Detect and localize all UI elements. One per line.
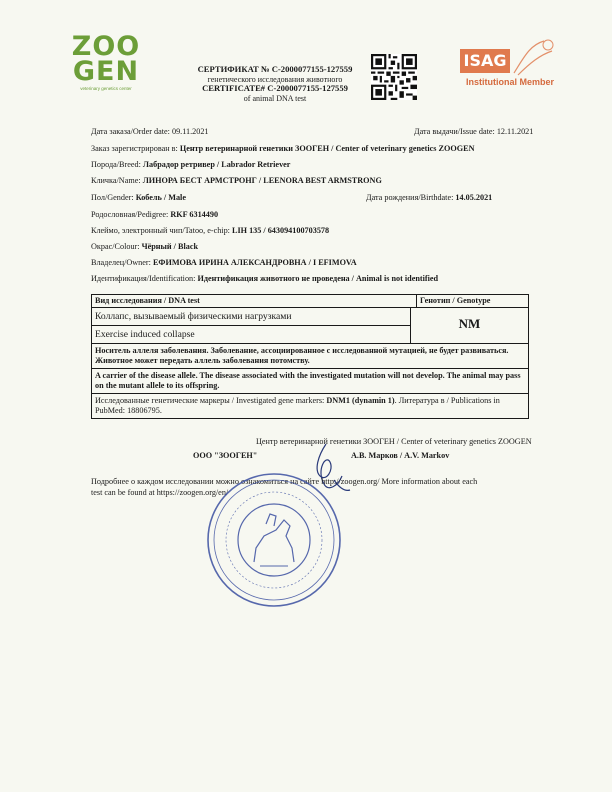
more-info-line-1: Подробнее о каждом исследовании можно ознакомиться на сайте http://zoogen.org/ More information about each [91, 477, 478, 486]
name-label: Кличка/Name: [91, 176, 141, 185]
markers-suffix: . Литература в / Publications in PubMed: 18806795. [95, 396, 500, 415]
test-name-en: Exercise induced collapse [95, 329, 195, 340]
breed-label: Порода/Breed: [91, 160, 141, 169]
col-dna-test-header: Вид исследования / DNA test [92, 295, 417, 307]
colour-row [91, 242, 198, 252]
identification-label: Идентификация/Identification: [91, 274, 196, 283]
cert-number-ru: СЕРТИФИКАТ № C-2000077155-127559 [197, 64, 353, 74]
issue-date-label: Дата выдачи/Issue date: [414, 127, 495, 136]
test-name-ru: Коллапс, вызываемый физическими нагрузками [92, 308, 410, 326]
logo-tagline: veterinary genetics center [80, 86, 132, 91]
result-ru: Носитель аллеля заболевания. Заболевание, ассоциированное с исследованной мутацией, не будет развиваться. Животное может передать аллель заболевания потомству. [95, 346, 509, 365]
owner-row [91, 258, 357, 268]
breed-value: Лабрадор ретривер / Labrador Retriever [142, 160, 291, 169]
owner-label: Владелец/Owner: [91, 258, 151, 267]
registered-row [91, 144, 474, 154]
order-date-row [91, 127, 209, 137]
colour-label: Окрас/Colour: [91, 242, 140, 251]
birthdate-label: Дата рождения/Birthdate: [366, 193, 454, 202]
org-name: ООО "ЗООГЕН" [193, 451, 258, 460]
more-info-line-2: test can be found at https://zoogen.org/en/ [91, 488, 229, 497]
dna-swirl-icon [510, 37, 556, 77]
order-date-label: Дата заказа/Order date: [91, 127, 170, 136]
cert-subtitle-ru: генетического исследования животного [207, 74, 343, 84]
result-en: A carrier of the disease allele. The disease associated with the investigated mutation will not develop. The animal may pass on the mutant allele to its offspring. [95, 371, 521, 390]
birthdate-row [366, 193, 492, 203]
order-date-value: 09.11.2021 [171, 127, 209, 136]
owner-value: ЕФИМОВА ИРИНА АЛЕКСАНДРОВНА / I EFIMOVA [152, 258, 357, 267]
breed-row [91, 160, 290, 170]
result-en-row [92, 369, 528, 394]
logo-word-gen: GEN [72, 56, 140, 87]
name-row [91, 176, 382, 186]
pedigree-value: RKF 6314490 [170, 210, 219, 219]
isag-logo [458, 37, 558, 93]
zoogen-logo [70, 31, 142, 91]
tattoo-row [91, 226, 329, 236]
gender-value: Кобель / Male [135, 193, 186, 202]
gender-label: Пол/Gender: [91, 193, 134, 202]
markers-row [92, 394, 528, 418]
signer-name: А.В. Марков / A.V. Markov [351, 451, 450, 460]
round-stamp-icon [204, 470, 344, 610]
cert-number-en: CERTIFICATE# C-2000077155-127559 [202, 83, 348, 93]
isag-member-label: Institutional Member [466, 77, 555, 87]
tattoo-value: LIH 135 / 643094100703578 [232, 226, 330, 235]
logo-word-zoo: ZOO [71, 31, 141, 62]
registered-label: Заказ зарегистрирован в: [91, 144, 178, 153]
isag-wordmark: ISAG [460, 49, 510, 73]
certificate-heading [182, 65, 368, 103]
name-value: ЛИНОРА БЕСТ АРМСТРОНГ / LEENORA BEST ARMSTRONG [142, 176, 382, 185]
pedigree-row [91, 210, 218, 220]
table-header-row [92, 295, 528, 308]
markers-prefix: Исследованные генетические маркеры / Investigated gene markers: [95, 396, 325, 405]
pedigree-label: Родословная/Pedigree: [91, 210, 169, 219]
results-table [91, 294, 529, 419]
registered-value: Центр ветеринарной генетики ЗООГЕН / Center of veterinary genetics ZOOGEN [179, 144, 475, 153]
col-genotype-header: Генотип / Genotype [420, 296, 491, 305]
markers-value: DNM1 (dynamin 1) [326, 396, 395, 405]
identification-row [91, 274, 438, 284]
identification-value: Идентификация животного не проведена / Animal is not identified [197, 274, 439, 283]
cert-subtitle-en: of animal DNA test [243, 93, 307, 103]
gender-row [91, 193, 186, 203]
issue-date-row [414, 127, 533, 137]
result-ru-row [92, 344, 528, 369]
test-name-cell [92, 308, 411, 343]
tattoo-label: Клеймо, электронный чип/Tatoo, e-chip: [91, 226, 230, 235]
birthdate-value: 14.05.2021 [455, 193, 493, 202]
markers-text [92, 394, 528, 418]
genotype-value: NM [458, 316, 481, 331]
table-row [92, 308, 528, 344]
qr-code-icon [371, 54, 417, 100]
center-line: Центр ветеринарной генетики ЗООГЕН / Center of veterinary genetics ZOOGEN [256, 437, 532, 446]
colour-value: Чёрный / Black [141, 242, 199, 251]
issue-date-value: 12.11.2021 [496, 127, 534, 136]
